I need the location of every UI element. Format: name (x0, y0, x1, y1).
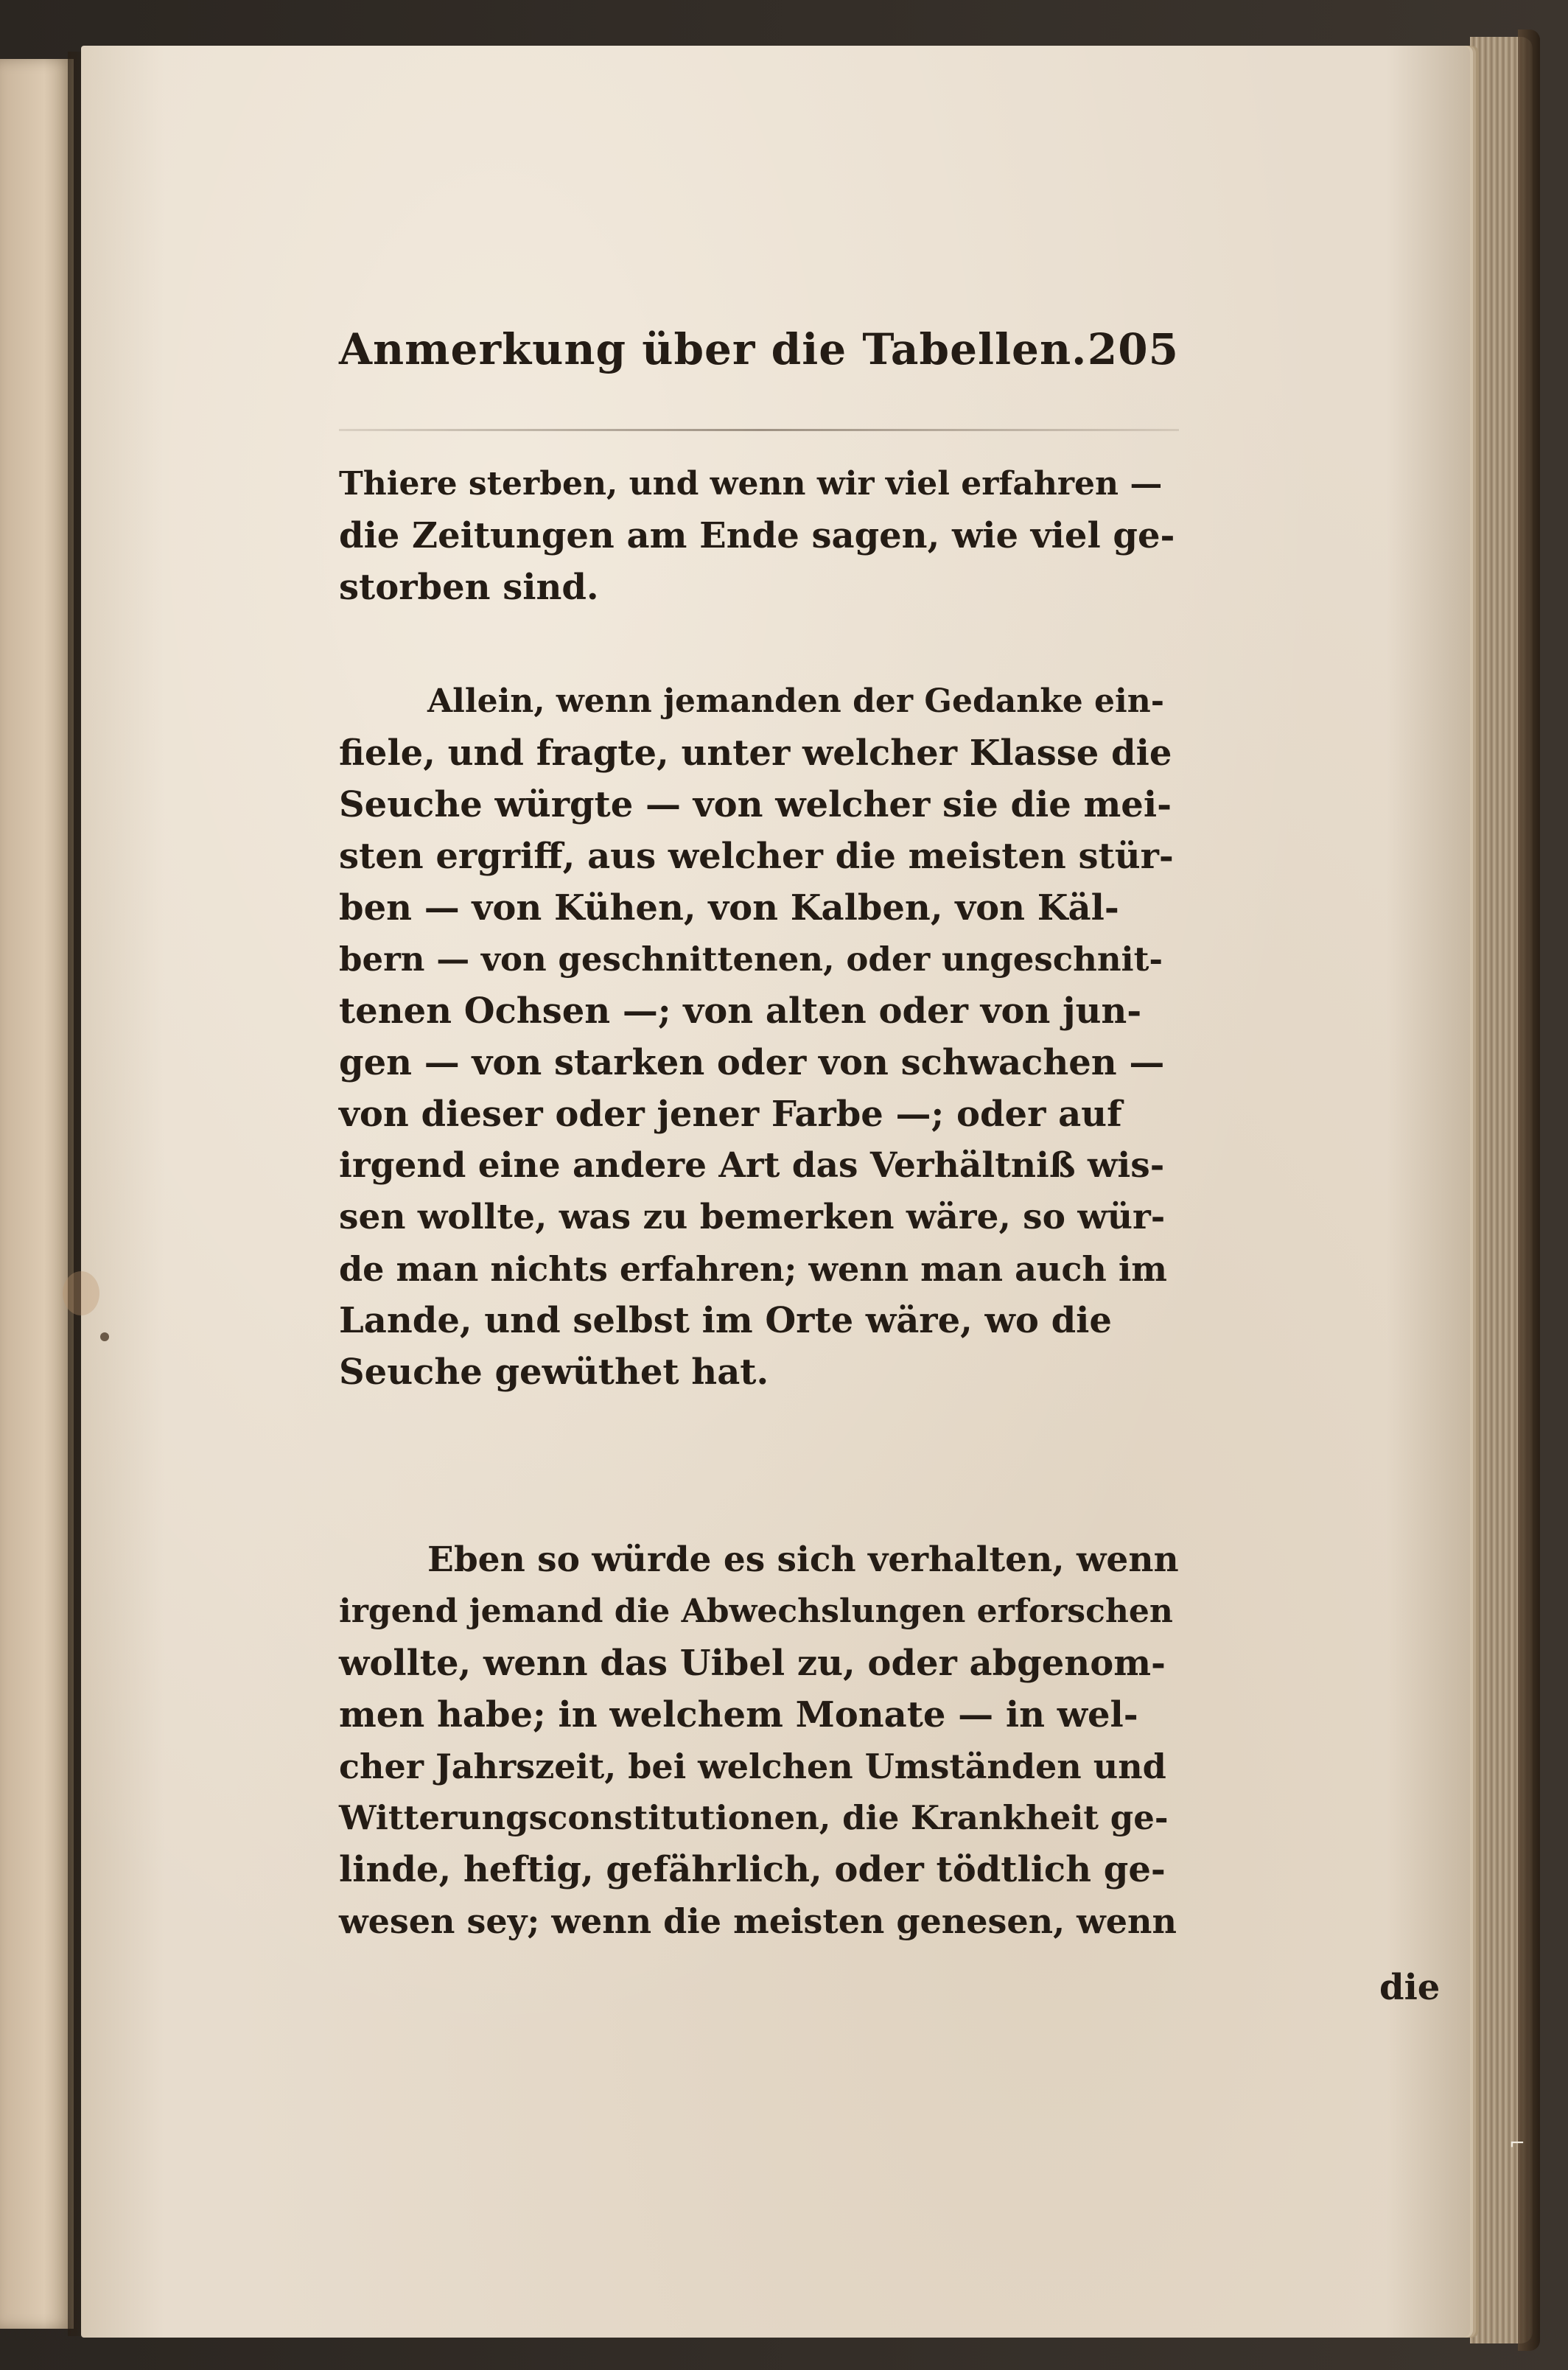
text-line: men habe; in welchem Monate — in wel- (339, 1694, 1138, 1735)
text-line: ben — von Kühen, von Kalben, von Käl- (339, 887, 1119, 929)
text-line: Seuche gewüthet hat. (339, 1352, 769, 1393)
text-line: die Zeitungen am Ende sagen, wie viel ge- (339, 515, 1175, 556)
text-line: linde, heftig, gefährlich, oder tödtlich ge- (339, 1849, 1166, 1890)
previous-page-edge (0, 59, 74, 2329)
text-line: bern — von geschnittenen, oder ungeschnit- (339, 940, 1163, 979)
corner-tab-icon: ⌐ (1509, 2133, 1525, 2155)
text-line: tenen Ochsen —; von alten oder von jun- (339, 990, 1142, 1032)
text-line: Thiere sterben, und wenn wir viel erfahren — (339, 465, 1163, 503)
text-line: Allein, wenn jemanden der Gedanke ein- (427, 682, 1164, 720)
text-line: sen wollte, was zu bemerken wäre, so wür- (339, 1197, 1166, 1237)
text-line: sten ergriff, aus welcher die meisten stür- (339, 836, 1174, 877)
text-line: Witterungsconstitutionen, die Krankheit ge- (339, 1798, 1169, 1837)
text-line: de man nichts erfahren; wenn man auch im (339, 1249, 1167, 1289)
text-line: von dieser oder jener Farbe —; oder auf (339, 1094, 1122, 1135)
ink-speck (100, 1332, 109, 1341)
text-line: gen — von starken oder von schwachen — (339, 1042, 1165, 1083)
text-line: wesen sey; wenn die meisten genesen, wenn (339, 1901, 1177, 1941)
text-line: storben sind. (339, 567, 599, 608)
catchword: die (1379, 1967, 1441, 2008)
text-line: irgend eine andere Art das Verhältniß wis- (339, 1145, 1165, 1186)
page-body (339, 0, 1441, 2370)
text-line: Seuche würgte — von welcher sie die mei- (339, 784, 1172, 825)
paper-stain (63, 1271, 99, 1315)
text-line: fiele, und fragte, unter welcher Klasse die (339, 733, 1172, 774)
text-line: cher Jahrszeit, bei welchen Umständen und (339, 1747, 1166, 1786)
page-number: 205 (1087, 324, 1179, 374)
book-cover-edge (1518, 29, 1540, 2351)
running-title: Anmerkung über die Tabellen. (339, 324, 1088, 374)
text-line: Eben so würde es sich verhalten, wenn (427, 1539, 1179, 1580)
text-line: Lande, und selbst im Orte wäre, wo die (339, 1300, 1112, 1341)
text-line: irgend jemand die Abwechslungen erforschen (339, 1593, 1173, 1630)
text-line: wollte, wenn das Uibel zu, oder abgenom- (339, 1643, 1166, 1684)
